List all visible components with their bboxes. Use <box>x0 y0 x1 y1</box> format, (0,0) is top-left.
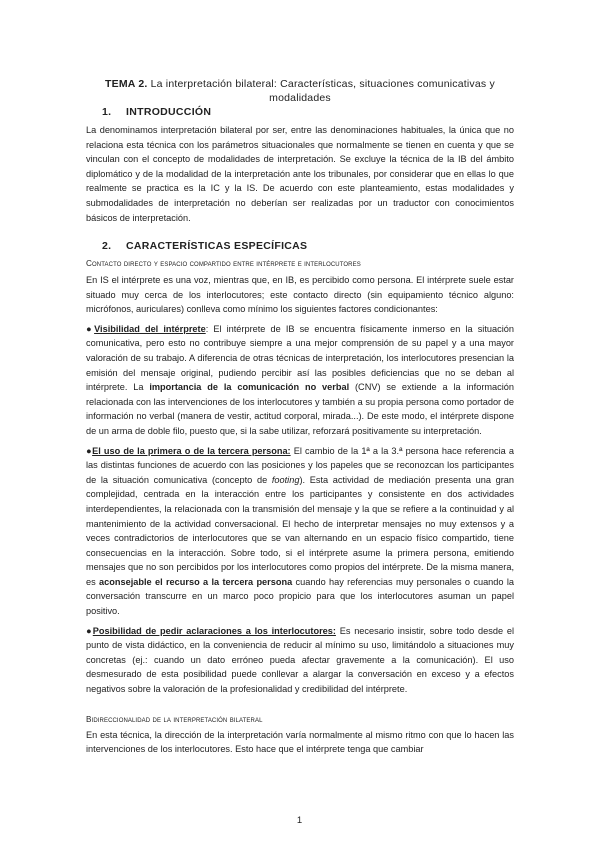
contact-paragraph: En IS el intérprete es una voz, mientras que, en IB, es percibido como persona. El intérprete suele estar situado muy cerca de los interlocutores; este contacto directo (sin equipamiento técnico alguno: micrófonos, auriculares) conlleva como mínimo los siguientes factores condicionantes: <box>86 275 514 315</box>
section-number: 2. <box>102 240 112 252</box>
section-title: INTRODUCCIÓN <box>126 106 212 118</box>
title-line1: La interpretación bilateral: Características, situaciones comunicativas y <box>147 78 495 90</box>
bullet-visibility <box>86 322 514 439</box>
bullet-text: : El intérprete de IB se encuentra físicamente inmerso en la situación comunicativa, pero esto no contribuye siempre a una mejor comprensión de su papel y a una mayor valoración de su trabajo. A diferencia de otras técnicas de interpretación, los interlocutores presencian la emisión del mensaje original, pudiendo percibir así las posibles deficiencias que no se deban al intérprete. La <box>86 323 514 393</box>
bullet-bold: aconsejable el recurso a la tercera persona <box>99 576 293 587</box>
section-title: CARACTERÍSTICAS ESPECÍFICAS <box>126 240 308 252</box>
bullet-bold: importancia de la comunicación no verbal <box>149 382 350 393</box>
bullet-icon: ● <box>86 445 93 456</box>
title-prefix: TEMA 2. <box>105 78 148 90</box>
bullet-icon: ● <box>86 625 93 636</box>
section-number: 1. <box>102 106 112 118</box>
bullet-person <box>86 444 514 619</box>
bullet-icon: ● <box>86 323 95 334</box>
page-number: 1 <box>296 815 303 826</box>
bullet-clarifications <box>86 624 514 697</box>
intro-paragraph: La denominamos interpretación bilateral por ser, entre las denominaciones habituales, la única que no relaciona esta técnica con los parámetros situacionales que normalmente se tienen en cuenta y que se vinculan con el concepto de modalidades de interpretación. Se excluye la técnica de la IB del ámbito diplomático y de la modalidad de la interpretación ante los tribunales, por considerar que en ellas lo que realmente se practica es la IC y la IS. De acuerdo con este planteamiento, estas modalidades y submodalidades de interpretación no deberían ser realizadas por un traductor con conocimientos básicos de interpretación. <box>86 125 514 223</box>
bullet-text: (CNV) se extiende a la información relacionada con las intervenciones de los interlocutores y también a su propia persona como portador de información no verbal (manera de vestir, actitud corporal, mirada...). De este modo, el intérprete dispone de un arma de doble filo, puesto que, si la sabe utilizar, reforzará positivamente su interpretación. <box>86 382 514 436</box>
section-introduccion <box>86 106 514 225</box>
bidirectional-paragraph: En esta técnica, la dirección de la interpretación varía normalmente al mismo ritmo con que lo hacen las intervenciones de los interlocutores. Esto hace que el intérprete tenga que cambiar <box>86 729 514 755</box>
bullet-text: El cambio de la 1ª a la 3.ª persona hace referencia a las distintas funciones de acuerdo con las posiciones y los papeles que se reconozcan los participantes de la situación comunicativa (concepto de <box>86 445 514 485</box>
title-line2: modalidades <box>269 92 331 104</box>
document-title <box>86 77 514 105</box>
subsection-heading: Contacto directo y espacio compartido entre intérprete e interlocutores <box>86 259 361 268</box>
section-heading <box>86 106 514 118</box>
bullet-heading: Posibilidad de pedir aclaraciones a los interlocutores: <box>92 625 336 636</box>
bullet-text: Es necesario insistir, sobre todo desde el punto de vista didáctico, en la conveniencia de reducir al mínimo su uso, limitándolo a situaciones muy concretas (ej.: cuando un dato erróneo pueda afectar gravemente a la comunicación). El uso desmesurado de esta posibilidad puede conllevar a alargar la conversación en exceso y a efectos negativos sobre la valoración de la profesionalidad y credibilidad del intérprete. <box>86 625 514 695</box>
bullet-text: ). Esta actividad de mediación presenta una gran complejidad, centrada en la interacción entre los participantes y consistente en dos actividades interdependientes, la relacionada con la transmisión del mensaje y la que se refiere a la continuidad y al mantenimiento de la actividad conversacional. El hecho de interpretar mensajes no muy extensos y a veces contradictorios de interlocutores que se van alternando en un espacio físico compartido, tiene consecuencias en la interacción. Sobre todo, si el intérprete asume la primera persona, emitiendo mensajes que no son percibidos por los interlocutores como propios del intérprete. De la misma manera, es <box>86 474 514 587</box>
bullet-heading: El uso de la primera o de la tercera persona: <box>92 445 291 456</box>
bullet-heading: Visibilidad del intérprete <box>94 323 206 334</box>
subsection-heading: Bidireccionalidad de la interpretación bilateral <box>86 714 263 724</box>
section-heading <box>86 240 514 252</box>
bullet-text: cuando hay referencias muy personales o cuando la conversación transcurre en un marco poco propicio para que los interlocutores asuman un papel positivo. <box>86 576 514 617</box>
bullet-italic: footing <box>271 474 300 485</box>
section-caracteristicas <box>86 240 514 757</box>
